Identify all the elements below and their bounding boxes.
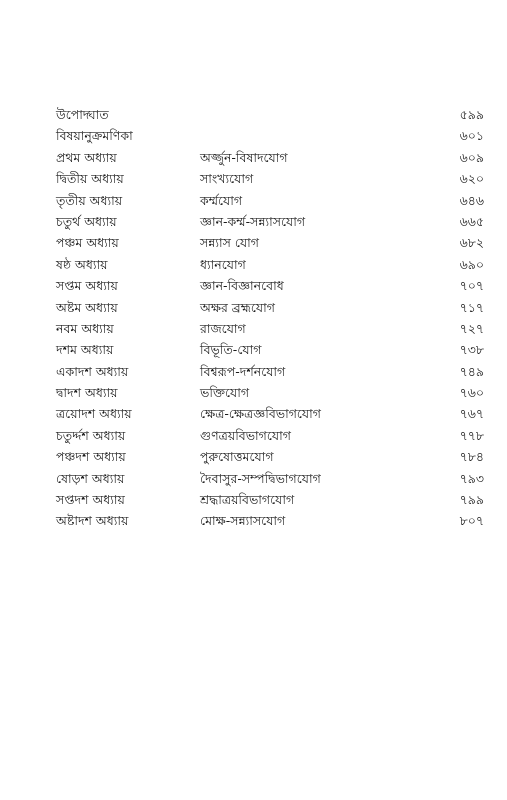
page-number: ৮০৭	[459, 513, 484, 529]
chapter-name: একাদশ অধ্যায়	[56, 363, 129, 379]
chapter-name: চতুর্দ্দশ অধ্যায়	[56, 427, 126, 443]
chapter-name: তৃতীয় অধ্যায়	[56, 192, 123, 208]
page-number: ৭২৭	[459, 320, 484, 336]
chapter-name: চতুর্থ অধ্যায়	[56, 213, 117, 229]
toc-row	[56, 318, 484, 339]
page-number: ৭৩৮	[459, 342, 484, 358]
page-number: ৬৯০	[459, 256, 484, 272]
toc-row	[56, 297, 484, 318]
chapter-title: রাজযোগ	[200, 320, 246, 336]
chapter-title: ধ্যানযোগ	[200, 256, 246, 272]
chapter-title: অক্ষর ব্রহ্মযোগ	[200, 299, 275, 315]
toc-row	[56, 468, 484, 489]
chapter-name: ত্রয়োদশ অধ্যায়	[56, 406, 132, 422]
chapter-title: পুরুষোত্তমযোগ	[200, 449, 274, 465]
page-number: ৬০১	[459, 128, 484, 144]
chapter-name: পঞ্চম অধ্যায়	[56, 235, 119, 251]
page-number: ৭৭৮	[459, 427, 484, 443]
toc-row	[56, 446, 484, 467]
page-number: ৭১৭	[459, 299, 484, 315]
page-number: ৭৮৪	[459, 449, 484, 465]
toc-row	[56, 275, 484, 296]
toc-row	[56, 190, 484, 211]
page-number: ৬৬৫	[459, 213, 484, 229]
chapter-name: দশম অধ্যায়	[56, 342, 114, 358]
chapter-title: অর্জ্জুন-বিষাদযোগ	[200, 149, 288, 165]
toc-row	[56, 361, 484, 382]
page-number: ৭৯৩	[459, 470, 484, 486]
toc-row	[56, 104, 484, 125]
toc-row	[56, 510, 484, 531]
chapter-name: দ্বিতীয় অধ্যায়	[56, 171, 124, 187]
page-number: ৬০৯	[459, 149, 484, 165]
chapter-title: সাংখ্যযোগ	[200, 171, 254, 187]
toc-row	[56, 425, 484, 446]
chapter-name: পঞ্চদশ অধ্যায়	[56, 449, 126, 465]
chapter-name: ষোড়শ অধ্যায়	[56, 470, 125, 486]
chapter-name: প্রথম অধ্যায়	[56, 149, 117, 165]
chapter-title: কর্ম্মযোগ	[200, 192, 243, 208]
page-number: ৫৯৯	[459, 107, 484, 122]
chapter-title: মোক্ষ-সন্ন্যাসযোগ	[200, 513, 286, 529]
toc-row	[56, 125, 484, 146]
chapter-name: উপোদ্ঘাত	[56, 107, 109, 122]
chapter-name: ষষ্ঠ অধ্যায়	[56, 256, 108, 272]
chapter-name: দ্বাদশ অধ্যায়	[56, 385, 118, 401]
toc-row	[56, 382, 484, 403]
page-number: ৬৪৬	[459, 192, 484, 208]
page-number: ৬২০	[459, 171, 484, 187]
chapter-title: জ্ঞান-বিজ্ঞানবোধ	[200, 278, 284, 294]
chapter-name: নবম অধ্যায়	[56, 320, 114, 336]
toc-row	[56, 211, 484, 232]
chapter-title: দৈবাসুর-সম্পদ্বিভাগযোগ	[200, 470, 321, 486]
table-of-contents	[56, 104, 484, 532]
toc-row	[56, 168, 484, 189]
toc-row	[56, 489, 484, 510]
page-number: ৭৯৯	[459, 492, 484, 508]
toc-row	[56, 339, 484, 360]
page-number: ৬৮২	[459, 235, 484, 251]
chapter-name: বিষয়ানুক্রমণিকা	[56, 128, 133, 144]
chapter-name: সপ্তদশ অধ্যায়	[56, 492, 125, 508]
page-number: ৭০৭	[459, 278, 484, 294]
chapter-name: অষ্টম অধ্যায়	[56, 299, 118, 315]
chapter-title: সন্ন্যাস যোগ	[200, 235, 259, 251]
chapter-title: গুণত্রয়বিভাগযোগ	[200, 427, 291, 443]
chapter-title: জ্ঞান-কর্ম্ম-সন্ন্যাসযোগ	[200, 213, 306, 229]
page-number: ৭৬৭	[459, 406, 484, 422]
chapter-title: বিভূতি-যোগ	[200, 342, 262, 358]
toc-row	[56, 403, 484, 424]
chapter-title: বিশ্বরূপ-দর্শনযোগ	[200, 363, 286, 379]
page-number: ৭৬০	[459, 385, 484, 401]
chapter-name: সপ্তম অধ্যায়	[56, 278, 118, 294]
chapter-title: ভক্তিযোগ	[200, 385, 250, 401]
toc-row	[56, 232, 484, 253]
toc-row	[56, 147, 484, 168]
page-number: ৭৪৯	[459, 363, 484, 379]
toc-row	[56, 254, 484, 275]
chapter-title: ক্ষেত্র-ক্ষেত্রজ্ঞবিভাগযোগ	[200, 406, 321, 422]
chapter-name: অষ্টাদশ অধ্যায়	[56, 513, 129, 529]
chapter-title: শ্রদ্ধাত্রয়বিভাগযোগ	[200, 492, 295, 508]
